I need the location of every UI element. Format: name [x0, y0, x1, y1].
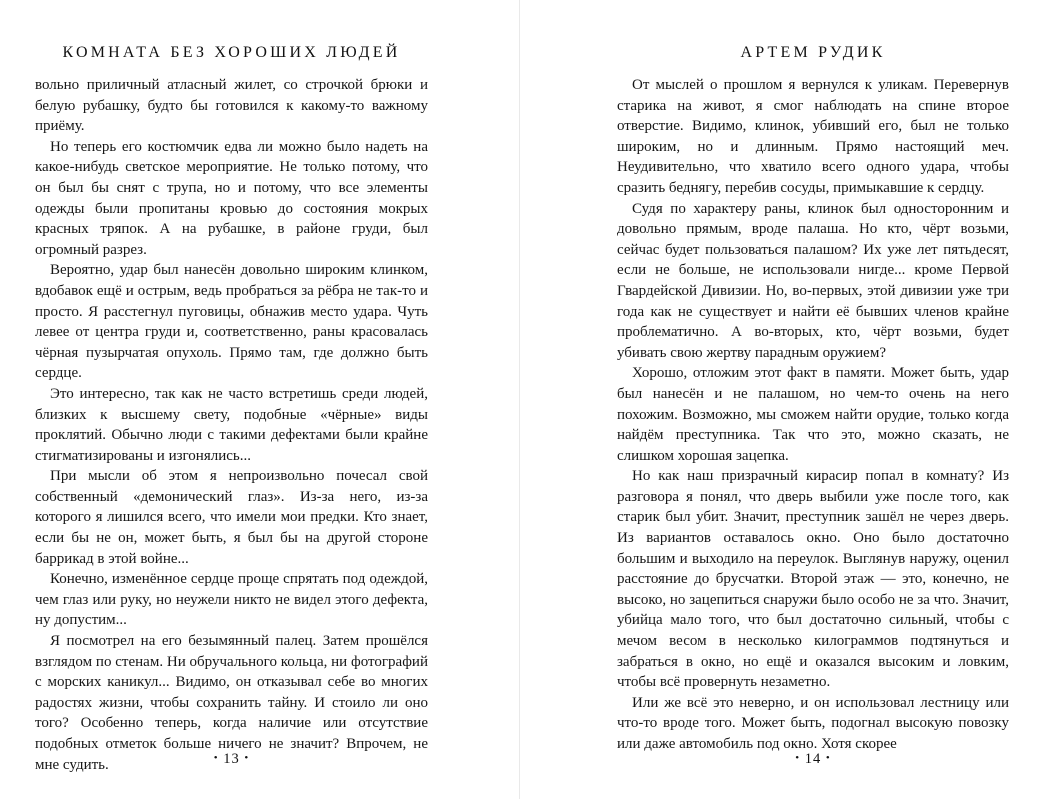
paragraph: Конечно, изменённое сердце проще спрятать под одеждой, чем глаз или руку, но неужели никто не видел этого дефекта, ну допустим...	[35, 571, 428, 629]
paragraph: Хорошо, отложим этот факт в памяти. Может быть, удар был нанесён и не палашом, но чем-то очень на него похожим. Возможно, мы сможем найти орудие, только когда найдём преступника. Так что это, можно сказать, не слишком хорошая зацепка.	[617, 365, 1009, 464]
folio-dot-icon: •	[825, 752, 831, 764]
right-page-body	[617, 75, 1009, 755]
page-number-value: 14	[804, 751, 822, 767]
paragraph: Но теперь его костюмчик едва ли можно было надеть на какое-нибудь светское мероприятие. Не только потому, что он был бы снят с трупа, но и потому, что все элементы одежды были пропитаны кровью до состояния мокрых красных тряпок. А на рубашке, в районе груди, был огромный разрез.	[35, 138, 428, 258]
running-head-book-title: КОМНАТА БЕЗ ХОРОШИХ ЛЮДЕЙ	[62, 44, 401, 61]
page-number-value: 13	[223, 751, 240, 767]
paragraph: Вероятно, удар был нанесён довольно широким клинком, вдобавок ещё и острым, ведь пробраться за рёбра не так-то и просто. Я расстегнул пуговицы, обнажив место удара. Чуть левее от центра груди и, соответственно, раны красовалась чёрная пузырчатая опухоль. Прямо там, где должно быть сердце.	[35, 262, 428, 382]
paragraph: Это интересно, так как не часто встретишь среди людей, близких к высшему свету, подобные «чёрные» виды проклятий. Обычно люди с такими дефектами были крайне стигматизированы и изгонялись...	[35, 385, 428, 464]
paragraph: Судя по характеру раны, клинок был односторонним и довольно прямым, вроде палаша. Но кто, чёрт возьми, сейчас будет пользоваться палашом? Их уже лет пятьдесят, если не больше, не использовали нигде... кроме Первой Гвардейской Дивизии. Но, во-первых, этой дивизии уже три года как не существует и найти её бывших членов крайне проблематично. А во-вторых, кто, чёрт возьми, будет убивать свою жертву парадным оружием?	[617, 200, 1009, 361]
page-gutter	[519, 0, 520, 799]
running-head-author: АРТЕМ РУДИК	[740, 44, 886, 61]
page-number	[617, 751, 1009, 768]
left-page-body	[35, 75, 428, 775]
left-page	[35, 0, 428, 799]
paragraph: Или же всё это неверно, и он использовал лестницу или что-то вроде того. Может быть, подогнал высокую повозку или даже автомобиль под окно. Хотя скорее	[617, 694, 1009, 752]
folio-dot-icon: •	[213, 752, 219, 764]
paragraph: При мысли об этом я непроизвольно почесал свой собственный «демонический глаз». Из-за него, из-за которого я лишился всего, что имели мои предки. Кто знает, если бы не он, может быть, я был бы на другой стороне баррикад в этой войне...	[35, 468, 428, 567]
page-number	[35, 751, 428, 768]
paragraph: Но как наш призрачный кирасир попал в комнату? Из разговора я понял, что дверь выбили уже после того, как старик был убит. Значит, преступник зашёл не через дверь. Из вариантов оставалось окно. Оно было достаточно большим и выходило на переулок. Выглянув наружу, оценил расстояние до брусчатки. Второй этаж — это, конечно, не высоко, но зацепиться снаружи было особо не за что. Значит, убийца мало того, что был достаточно сильный, чтобы с мечом весом в несколько килограммов подтянуться и забраться в окно, но ещё и оказался высоким и ловким, чтобы всё провернуть незаметно.	[617, 468, 1009, 691]
paragraph: От мыслей о прошлом я вернулся к уликам. Перевернув старика на живот, я смог наблюдать на спине второе отверстие. Видимо, клинок, убивший его, был не только широким, но и длинным. Прямо настоящий меч. Неудивительно, что хватило всего одного удара, чтобы сразить беднягу, перебив сосуды, примыкавшие к сердцу.	[617, 77, 1009, 196]
paragraph: вольно приличный атласный жилет, со строчкой брюки и белую рубашку, будто бы готовился к какому-то важному приёму.	[35, 77, 428, 135]
folio-dot-icon: •	[244, 752, 250, 764]
folio-dot-icon: •	[795, 752, 801, 764]
paragraph: Я посмотрел на его безымянный палец. Затем прошёлся взглядом по стенам. Ни обручального кольца, ни фотографий с морских каникул... Видимо, он отказывал себе во многих радостях жизни, чтобы сохранить тайну. И стоило ли оно того? Особенно теперь, когда наличие или отсутствие подобных отметок больше ничего не значит? Впрочем, не мне судить.	[35, 633, 428, 773]
right-page	[617, 0, 1009, 799]
